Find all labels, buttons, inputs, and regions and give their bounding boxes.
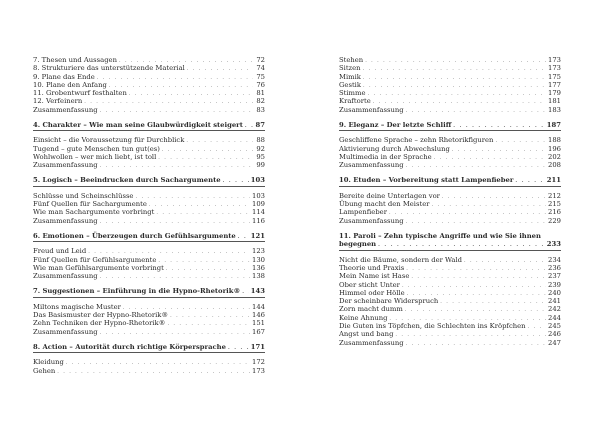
page-number: 83 [256, 105, 265, 114]
dot-leader [162, 146, 253, 154]
page-number: 234 [548, 255, 561, 264]
chapter-heading [339, 232, 561, 240]
page-number: 167 [252, 327, 265, 336]
toc-entry [339, 200, 561, 208]
dot-leader [440, 298, 546, 306]
dot-leader [166, 265, 250, 273]
page-number: 87 [255, 120, 265, 129]
entry-title: 7. Thesen und Aussagen [33, 56, 117, 64]
entry-title: Zusammenfassung [339, 161, 404, 170]
chapter-heading [339, 121, 561, 129]
chapter-heading [33, 343, 265, 351]
entry-title: Schlüsse und Scheinschlüsse [33, 191, 134, 200]
page-number: 246 [548, 330, 561, 339]
toc-entry [339, 217, 561, 225]
page-number: 229 [548, 216, 561, 225]
page-number: 76 [256, 80, 265, 89]
toc-entry [339, 322, 561, 330]
entry-title: Gestik [339, 80, 361, 89]
page-number: 82 [256, 97, 265, 106]
chapter-rule [33, 297, 265, 298]
entry-title: Freud und Leid [33, 247, 87, 256]
toc-entry [339, 305, 561, 313]
page-number: 171 [250, 342, 265, 351]
dot-leader [135, 193, 250, 201]
page-number: 173 [252, 366, 265, 375]
page-number: 239 [548, 280, 561, 289]
dot-leader [223, 177, 249, 185]
dot-leader [406, 265, 546, 273]
page-number: 146 [252, 311, 265, 320]
toc-entry [339, 56, 561, 64]
toc-entry [339, 136, 561, 144]
dot-leader [405, 306, 546, 314]
dot-leader [84, 98, 253, 106]
chapter-title: 4. Charakter – Wie man seine Glaubwürdigkeit steigert [33, 120, 243, 129]
dot-leader [100, 273, 250, 281]
page-number: 242 [548, 305, 561, 314]
chapter-rule [339, 250, 561, 251]
page-number: 241 [548, 297, 561, 306]
chapter-title: 8. Action – Autorität durch richtige Körpersprache [33, 342, 226, 351]
chapter-title: 6. Emotionen – Überzeugen durch Gefühlsargumente [33, 231, 236, 240]
dot-leader [57, 368, 250, 376]
dot-leader [238, 233, 249, 241]
dot-leader [442, 193, 546, 201]
page-number: 144 [252, 302, 265, 311]
chapter-title: begegnen [339, 239, 377, 248]
page-number: 136 [252, 263, 265, 272]
toc-entry [33, 136, 265, 144]
entry-title: Multimedia in der Sprache [339, 152, 432, 161]
dot-leader [464, 257, 546, 265]
dot-leader [365, 57, 546, 65]
entry-title: Zusammenfassung [33, 272, 98, 281]
page-number: 103 [252, 191, 265, 200]
toc-entry [339, 153, 561, 161]
page-number: 208 [548, 161, 561, 170]
dot-leader [389, 209, 546, 217]
entry-title: Der scheinbare Widerspruch [339, 297, 439, 306]
page-number: 233 [546, 239, 561, 248]
toc-entry [339, 106, 561, 114]
chapter-rule [33, 186, 265, 187]
toc-entry [33, 192, 265, 200]
chapter-title: 11. Paroli – Zehn typische Angriffe und wie Sie ihnen [339, 231, 541, 240]
entry-title: Ober sticht Unter [339, 280, 400, 289]
page-number: 187 [546, 120, 561, 129]
toc-entry [339, 89, 561, 97]
chapter-title: 10. Etuden – Vorbereitung statt Lampenfieber [339, 176, 514, 185]
entry-title: Wie man Gefühlsargumente vorbringt [33, 263, 164, 272]
dot-leader [406, 107, 546, 115]
toc-entry [33, 311, 265, 319]
toc-entry [339, 81, 561, 89]
toc-entry [339, 330, 561, 338]
toc-entry [33, 56, 265, 64]
dot-leader [495, 137, 546, 145]
chapter-heading [33, 287, 265, 295]
page-number: 75 [256, 72, 265, 81]
dot-leader [158, 154, 253, 162]
dot-leader [453, 122, 545, 130]
dot-leader [66, 359, 250, 367]
entry-title: Miltons magische Muster [33, 302, 121, 311]
chapter-heading [33, 121, 265, 129]
entry-title: Einsicht – die Voraussetzung für Durchblick [33, 136, 185, 145]
toc-entry [339, 208, 561, 216]
toc-entry [339, 281, 561, 289]
toc-entry [33, 97, 265, 105]
page-number: 245 [548, 322, 561, 331]
entry-title: Fünf Quellen für Sachargumente [33, 200, 147, 209]
dot-leader [100, 329, 250, 337]
toc-entry [339, 161, 561, 169]
page-number: 244 [548, 313, 561, 322]
toc-entry [339, 289, 561, 297]
page-number: 121 [250, 231, 265, 240]
toc-entry [33, 217, 265, 225]
chapter-heading [339, 176, 561, 184]
toc-entry [33, 89, 265, 97]
page-number: 240 [548, 288, 561, 297]
chapter-heading [33, 232, 265, 240]
page-number: 177 [548, 80, 561, 89]
toc-entry [33, 328, 265, 336]
entry-title: Bereite deine Unterlagen vor [339, 191, 440, 200]
toc-left-column [33, 56, 265, 375]
entry-title: Geschliffene Sprache – zehn Rhetorikfiguren [339, 136, 494, 145]
entry-title: Zusammenfassung [33, 327, 98, 336]
entry-title: Zusammenfassung [33, 216, 98, 225]
dot-leader [406, 340, 546, 348]
page-number: 215 [548, 200, 561, 209]
page-number: 216 [548, 208, 561, 217]
dot-leader [149, 201, 250, 209]
dot-leader [515, 177, 544, 185]
dot-leader [431, 201, 546, 209]
entry-title: Stehen [339, 56, 364, 64]
page-number: 202 [548, 152, 561, 161]
toc-entry [33, 145, 265, 153]
dot-leader [97, 74, 253, 82]
dot-leader [170, 312, 250, 320]
toc-entry [33, 303, 265, 311]
page-number: 143 [250, 287, 265, 296]
dot-leader [402, 282, 546, 290]
entry-title: Zusammenfassung [339, 105, 404, 114]
toc-entry [339, 97, 561, 105]
entry-title: Himmel oder Hölle [339, 288, 405, 297]
toc-entry [33, 319, 265, 327]
entry-title: Das Basismuster der Hypno-Rhetorik® [33, 311, 169, 320]
dot-leader [378, 241, 545, 249]
chapter-heading [339, 240, 561, 248]
entry-title: Zusammenfassung [339, 216, 404, 225]
toc-entry [339, 272, 561, 280]
chapter-title: 7. Suggestionen – Einführung in die Hypno-Rhetorik® [33, 287, 241, 296]
page-number: 173 [548, 64, 561, 73]
chapter-rule [339, 130, 561, 131]
dot-leader [100, 107, 253, 115]
dot-leader [406, 218, 546, 226]
chapter-title: 9. Eleganz – Der letzte Schliff [339, 120, 452, 129]
entry-title: Stimme [339, 89, 366, 98]
toc-entry [33, 367, 265, 375]
dot-leader [363, 82, 546, 90]
entry-title: Übung macht den Meister [339, 200, 430, 209]
toc-entry [33, 64, 265, 72]
toc-entry [33, 161, 265, 169]
dot-leader [129, 90, 253, 98]
dot-leader [100, 218, 250, 226]
toc-entry [33, 106, 265, 114]
toc-entry [339, 64, 561, 72]
dot-leader [187, 65, 253, 73]
toc-entry [33, 264, 265, 272]
page-number: 175 [548, 72, 561, 81]
page-number: 130 [252, 255, 265, 264]
page-number: 179 [548, 89, 561, 98]
toc-entry [339, 264, 561, 272]
dot-leader [411, 273, 546, 281]
entry-title: Nicht die Bäume, sondern der Wald [339, 255, 462, 264]
page-number: 181 [548, 97, 561, 106]
toc-entry [33, 208, 265, 216]
entry-title: Zorn macht dumm [339, 305, 403, 314]
entry-title: Keine Ahnung [339, 313, 388, 322]
page-number: 116 [252, 216, 265, 225]
entry-title: Zusammenfassung [33, 105, 98, 114]
toc-entry [33, 272, 265, 280]
page-number: 183 [548, 105, 561, 114]
page-number: 151 [252, 319, 265, 328]
entry-title: Theorie und Praxis [339, 263, 405, 272]
entry-title: 8. Strukturiere das unterstützende Material [33, 64, 185, 73]
page-number: 172 [252, 358, 265, 367]
page-number: 114 [252, 208, 265, 217]
page-number: 212 [548, 191, 561, 200]
chapter-rule [33, 241, 265, 242]
entry-title: Mein Name ist Hase [339, 272, 410, 281]
page-number: 123 [252, 247, 265, 256]
entry-title: Angst und bang [339, 330, 394, 339]
toc-entry [339, 192, 561, 200]
page-number: 88 [256, 136, 265, 145]
entry-title: Sitzen [339, 64, 361, 73]
page-number: 103 [250, 176, 265, 185]
chapter-rule [33, 130, 265, 131]
entry-title: 11. Grobentwurf festhalten [33, 89, 127, 98]
entry-title: Zusammenfassung [33, 161, 98, 170]
dot-leader [434, 154, 546, 162]
entry-title: Tugend – gute Menschen tun gut(es) [33, 144, 160, 153]
toc-entry [33, 153, 265, 161]
toc-entry [339, 256, 561, 264]
entry-title: Wohlwollen – wer mich liebt, ist toll [33, 152, 157, 161]
entry-title: Aktivierung durch Abwechslung [339, 144, 450, 153]
toc-entry [33, 256, 265, 264]
toc-entry [339, 339, 561, 347]
page-number: 237 [548, 272, 561, 281]
page-number: 188 [548, 136, 561, 145]
toc-entry [33, 81, 265, 89]
dot-leader [367, 90, 546, 98]
dot-leader [109, 82, 253, 90]
page-number: 81 [256, 89, 265, 98]
toc-entry [339, 145, 561, 153]
page-number: 173 [548, 56, 561, 64]
entry-title: 10. Plane den Anfang [33, 80, 107, 89]
dot-leader [186, 137, 253, 145]
page-number: 138 [252, 272, 265, 281]
page-number: 109 [252, 200, 265, 209]
toc-entry [339, 314, 561, 322]
entry-title: Die Guten ins Töpfchen, die Schlechten ins Kröpfchen [339, 322, 526, 331]
toc-right-column [339, 56, 561, 347]
page-number: 99 [256, 161, 265, 170]
page-number: 95 [256, 152, 265, 161]
entry-title: Fünf Quellen für Gefühlsargumente [33, 255, 157, 264]
toc-entry [33, 358, 265, 366]
entry-title: Mimik [339, 72, 361, 81]
dot-leader [363, 74, 546, 82]
dot-leader [395, 331, 546, 339]
entry-title: Gehen [33, 366, 56, 375]
entry-title: Wie man Sachargumente vorbringt [33, 208, 155, 217]
page-number: 211 [546, 176, 561, 185]
entry-title: Zusammenfassung [339, 338, 404, 347]
dot-leader [156, 209, 250, 217]
dot-leader [245, 122, 253, 130]
entry-title: 12. Verfeinern [33, 97, 83, 106]
dot-leader [363, 65, 546, 73]
chapter-title: 5. Logisch – Beeindrucken durch Sachargumente [33, 176, 221, 185]
page-number: 74 [256, 64, 265, 73]
page-number: 247 [548, 338, 561, 347]
entry-title: Lampenfieber [339, 208, 387, 217]
entry-title: Zehn Techniken der Hypno-Rhetorik® [33, 319, 166, 328]
page-number: 236 [548, 263, 561, 272]
entry-title: Kraftorte [339, 97, 371, 106]
toc-entry [33, 247, 265, 255]
chapter-rule [339, 186, 561, 187]
toc-entry [339, 73, 561, 81]
page-number: 92 [256, 144, 265, 153]
dot-leader [100, 162, 253, 170]
dot-leader [228, 344, 249, 352]
toc-entry [33, 200, 265, 208]
dot-leader [406, 162, 546, 170]
chapter-rule [33, 352, 265, 353]
dot-leader [528, 323, 546, 331]
entry-title: 9. Plane das Ende [33, 72, 95, 81]
page-number: 72 [256, 56, 265, 64]
dot-leader [158, 257, 250, 265]
dot-leader [167, 320, 250, 328]
toc-entry [33, 73, 265, 81]
toc-entry [339, 297, 561, 305]
page-number: 196 [548, 144, 561, 153]
dot-leader [452, 146, 546, 154]
entry-title: Kleidung [33, 358, 64, 367]
chapter-heading [33, 176, 265, 184]
